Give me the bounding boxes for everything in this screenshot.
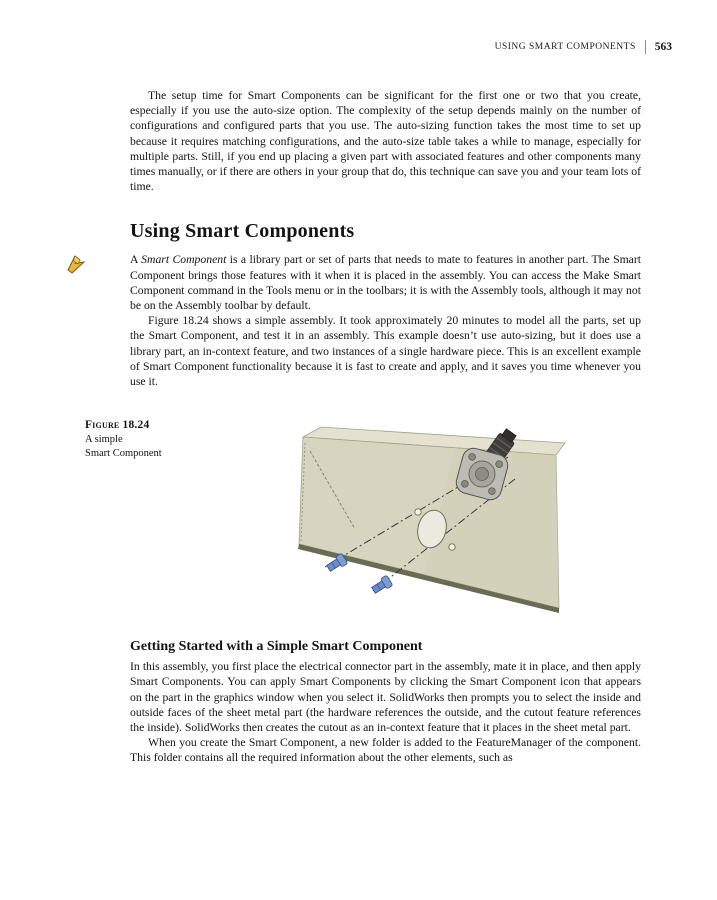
intro-paragraph: The setup time for Smart Components can be significant for the first one or two that you create, especially if you use the auto-size option. The complexity of the setup depends mainly on the number of configurations and configured parts that you use. The auto-sizing function takes the most time to set up because it requires matching configurations, and the auto-size table takes a while to manage, especially for multiple parts. Still, if you end up placing a given part with associated features and other components many times manually, or if there are others in your group that do, this technique can save you and your team lots of time. (130, 89, 641, 194)
para1-term-italic: Smart Component (141, 253, 227, 267)
figure-label: Figure 18.24 (85, 419, 150, 432)
section-paragraph-1 (130, 252, 641, 313)
running-title: USING SMART COMPONENTS (494, 42, 636, 52)
subsection-title: Getting Started with a Simple Smart Component (130, 639, 423, 655)
section-paragraph-2: Figure 18.24 shows a simple assembly. It took approximately 20 minutes to model all the parts, set up the Smart Component, and test it in an assembly. This example doesn’t use auto-sizing, but it does use a library part, an in-context feature, and two instances of a single hardware piece. This is an excellent example of Smart Component functionality because it is fast to create and apply, and it saves you time whenever you use it. (130, 314, 641, 389)
page-number: 563 (654, 41, 672, 53)
figure-18-24 (85, 417, 641, 617)
smart-component-margin-icon (64, 252, 88, 276)
running-header (495, 40, 672, 54)
subsection-paragraph-1: In this assembly, you first place the electrical connector part in the assembly, mate it in place, and then apply Smart Components. You can apply Smart Components by clicking the Smart Component icon that appears on the part in the graphics window when you select it. SolidWorks then prompts you to select the inside and outside faces of the sheet metal part (the hardware references the outside, and the cutout feature references the inside). SolidWorks then creates the cutout as an in-context feature that it places in the sheet metal part. (130, 660, 641, 735)
assembly-illustration (275, 417, 567, 617)
smart-component-icon-graphic (64, 252, 88, 276)
figure-caption-line-2: Smart Component (85, 447, 162, 459)
para1-post: is a library part or set of parts that needs to mate to features in another part. The Smart Component brings those features with it when it is placed in the assembly. You can access the Make Smart Component command in the Tools menu or in the toolbars; it is with the Assembly tools, although it may not be on the Assembly toolbar by default. (130, 253, 642, 313)
header-divider (645, 40, 646, 54)
para1-pre: A (130, 253, 142, 267)
section-title: Using Smart Components (130, 220, 355, 243)
figure-illustration (275, 417, 567, 617)
figure-caption (85, 417, 225, 617)
figure-caption-line-1: A simple (85, 434, 123, 446)
main-text-column (85, 88, 642, 766)
subsection-paragraph-2: When you create the Smart Component, a new folder is added to the FeatureManager of the component. This folder contains all the required information about the other elements, such as (130, 736, 641, 765)
